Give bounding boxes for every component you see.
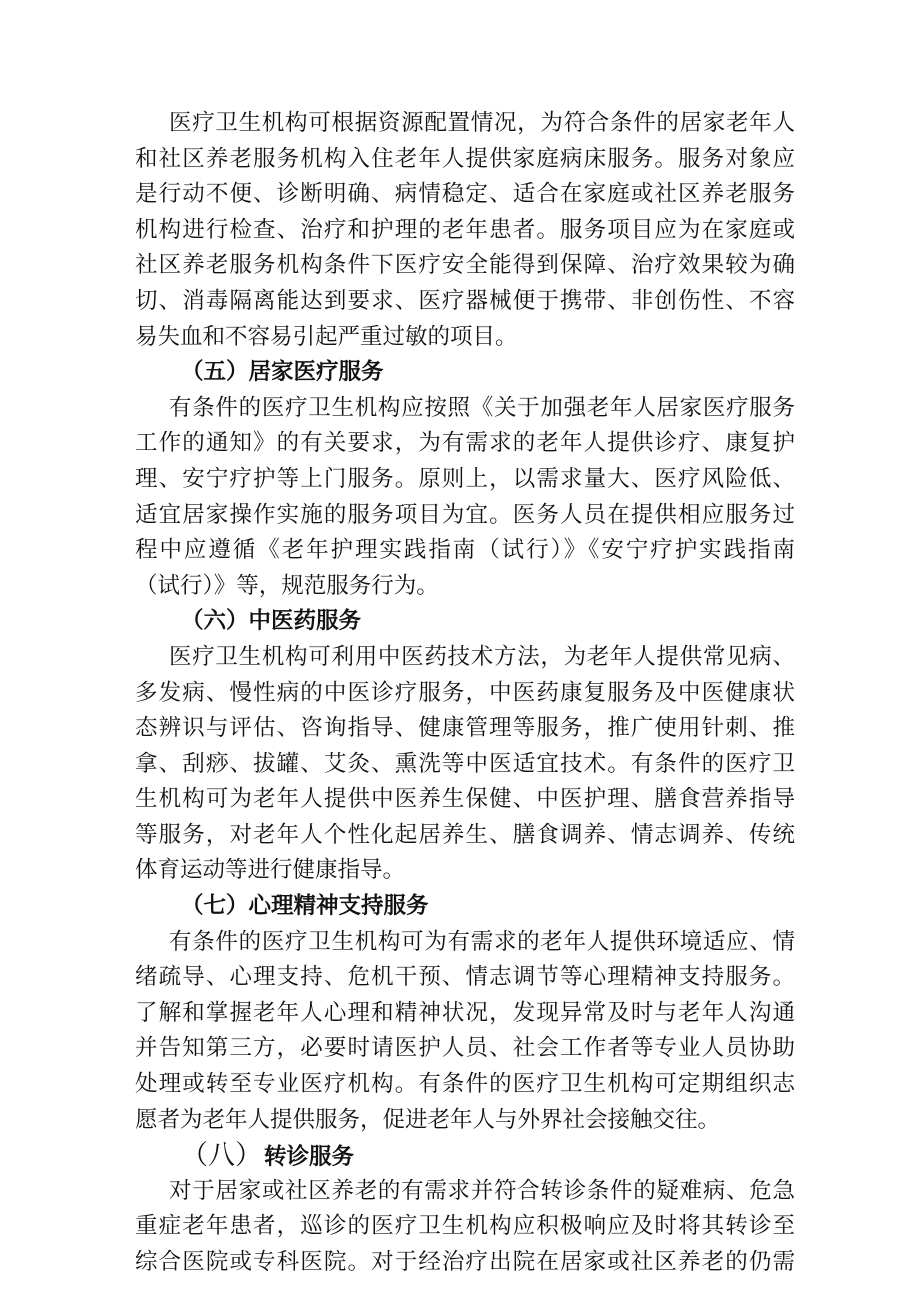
text-line: （试行）》等，规范服务行为。 bbox=[135, 572, 439, 599]
text-line: 了解和掌握老年人心理和精神状况，发现异常及时与老年人沟通 bbox=[135, 999, 795, 1026]
text-line: 程中应遵循《老年护理实践指南（试行）》《安宁疗护实践指南 bbox=[135, 537, 795, 564]
text-line: 态辨识与评估、咨询指导、健康管理等服务，推广使用针刺、推 bbox=[135, 715, 795, 742]
text-line: 多发病、慢性病的中医诊疗服务，中医药康复服务及中医健康状 bbox=[135, 679, 795, 706]
section-heading-5: （五）居家医疗服务 bbox=[181, 359, 384, 386]
text-line: 易失血和不容易引起严重过敏的项目。 bbox=[135, 323, 518, 350]
section-8-paragraph bbox=[135, 1174, 795, 1281]
text-line: 工作的通知》的有关要求，为有需求的老年人提供诊疗、康复护 bbox=[135, 430, 795, 457]
text-line: 对于居家或社区养老的有需求并符合转诊条件的疑难病、危急 bbox=[169, 1177, 795, 1204]
text-line: 有条件的医疗卫生机构可为有需求的老年人提供环境适应、情 bbox=[169, 928, 795, 955]
document-body bbox=[135, 106, 795, 1281]
text-line: 理、安宁疗护等上门服务。原则上，以需求量大、医疗风险低、 bbox=[135, 465, 795, 492]
section-heading-7: （七）心理精神支持服务 bbox=[181, 893, 429, 920]
text-line: 绪疏导、心理支持、危机干预、情志调节等心理精神支持服务。 bbox=[135, 964, 795, 991]
text-line: 综合医院或专科医院。对于经治疗出院在居家或社区养老的仍需 bbox=[135, 1249, 795, 1275]
text-line: 医疗卫生机构可利用中医药技术方法，为老年人提供常见病、 bbox=[169, 643, 795, 670]
text-line: 适宜居家操作实施的服务项目为宜。医务人员在提供相应服务过 bbox=[135, 501, 795, 528]
text-line: 愿者为老年人提供服务，促进老年人与外界社会接触交往。 bbox=[135, 1106, 721, 1133]
section-6-paragraph bbox=[135, 640, 795, 889]
text-line: 重症老年患者，巡诊的医疗卫生机构应积极响应及时将其转诊至 bbox=[135, 1213, 795, 1240]
section-7-paragraph bbox=[135, 925, 795, 1139]
text-line: 机构进行检查、治疗和护理的老年患者。服务项目应为在家庭或 bbox=[135, 216, 795, 243]
text-line: 医疗卫生机构可根据资源配置情况，为符合条件的居家老年人 bbox=[169, 110, 795, 136]
text-line: 和社区养老服务机构入住老年人提供家庭病床服务。服务对象应 bbox=[135, 145, 795, 172]
section-heading-8 bbox=[135, 1138, 795, 1174]
text-line: 等服务，对老年人个性化起居养生、膳食调养、情志调养、传统 bbox=[135, 821, 795, 848]
section-heading-6: （六）中医药服务 bbox=[181, 608, 362, 635]
paragraph-1 bbox=[135, 106, 795, 355]
text-line: 有条件的医疗卫生机构应按照《关于加强老年人居家医疗服务 bbox=[169, 394, 795, 421]
text-line: 社区养老服务机构条件下医疗安全能得到保障、治疗效果较为确 bbox=[135, 252, 795, 279]
text-line: 切、消毒隔离能达到要求、医疗器械便于携带、非创伤性、不容 bbox=[135, 287, 795, 314]
text-line: 拿、刮痧、拔罐、艾灸、熏洗等中医适宜技术。有条件的医疗卫 bbox=[135, 750, 795, 777]
section-8-number: （八） bbox=[181, 1140, 262, 1172]
text-line: 处理或转至专业医疗机构。有条件的医疗卫生机构可定期组织志 bbox=[135, 1071, 795, 1098]
text-line: 并告知第三方，必要时请医护人员、社会工作者等专业人员协助 bbox=[135, 1035, 795, 1062]
text-line: 生机构可为老年人提供中医养生保健、中医护理、膳食营养指导 bbox=[135, 786, 795, 813]
text-line: 体育运动等进行健康指导。 bbox=[135, 857, 406, 884]
text-line: 是行动不便、诊断明确、病情稳定、适合在家庭或社区养老服务 bbox=[135, 181, 795, 208]
section-8-title: 转诊服务 bbox=[264, 1144, 355, 1171]
section-5-paragraph bbox=[135, 391, 795, 605]
